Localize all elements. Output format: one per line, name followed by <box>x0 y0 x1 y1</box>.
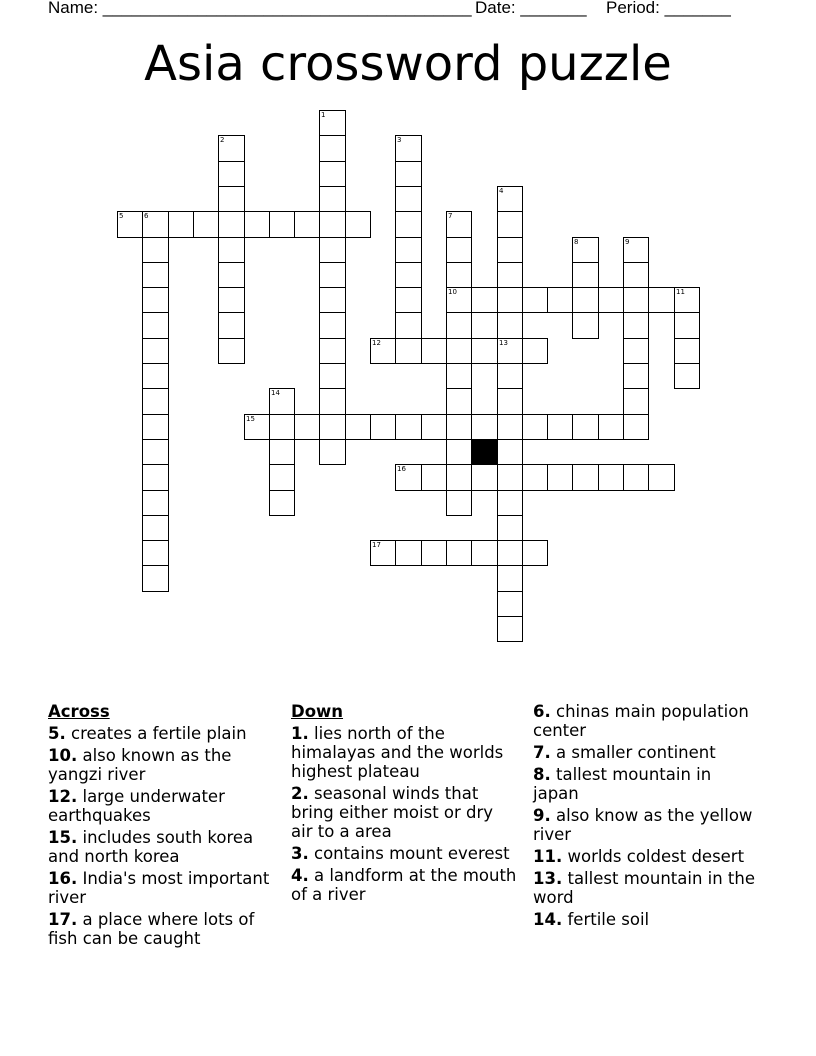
crossword-cell[interactable] <box>497 388 523 415</box>
crossword-cell[interactable] <box>648 287 675 313</box>
cell-number: 13 <box>499 339 508 347</box>
crossword-cell[interactable] <box>319 110 346 136</box>
crossword-cell[interactable] <box>319 237 346 263</box>
clue-item <box>291 724 519 781</box>
cell-number: 1 <box>321 111 326 119</box>
crossword-cell[interactable] <box>446 490 472 516</box>
crossword-cell[interactable] <box>497 237 523 263</box>
crossword-cell[interactable] <box>572 312 599 339</box>
crossword-cell[interactable] <box>168 211 194 238</box>
crossword-cell[interactable] <box>547 287 573 313</box>
clue-item <box>48 828 276 866</box>
clue-number: 12. <box>48 787 78 806</box>
clue-number: 15. <box>48 828 78 847</box>
crossword-cell[interactable] <box>598 287 624 313</box>
crossword-cell[interactable] <box>547 464 573 491</box>
crossword-cell[interactable] <box>218 287 245 313</box>
crossword-cell[interactable] <box>244 414 270 440</box>
crossword-cell[interactable] <box>522 464 548 491</box>
clue-number: 4. <box>291 866 309 885</box>
page-title: Asia crossword puzzle <box>144 36 672 92</box>
crossword-cell[interactable] <box>497 591 523 617</box>
clue-item <box>533 847 761 866</box>
date-field-label: Date: _______ <box>475 0 587 17</box>
cell-number: 2 <box>220 136 225 144</box>
crossword-cell[interactable] <box>142 540 169 566</box>
crossword-cell[interactable] <box>572 464 599 491</box>
crossword-cell[interactable] <box>269 439 295 465</box>
crossword-cell[interactable] <box>395 237 422 263</box>
crossword-cell[interactable] <box>319 211 346 238</box>
clue-number: 3. <box>291 844 309 863</box>
crossword-cell[interactable] <box>497 565 523 592</box>
crossword-cell[interactable] <box>674 287 700 313</box>
crossword-cell[interactable] <box>497 464 523 491</box>
clue-item <box>533 910 761 929</box>
crossword-cell[interactable] <box>598 464 624 491</box>
crossword-cell[interactable] <box>674 363 700 389</box>
clue-text: fertile soil <box>562 910 650 929</box>
crossword-cell[interactable] <box>497 338 523 364</box>
crossword-cell[interactable] <box>319 262 346 288</box>
crossword-cell[interactable] <box>345 414 371 440</box>
crossword-cell[interactable] <box>269 464 295 491</box>
crossword-cell[interactable] <box>218 135 245 162</box>
crossword-cell[interactable] <box>674 338 700 364</box>
clue-text: a smaller continent <box>550 743 716 762</box>
crossword-cell[interactable] <box>497 439 523 465</box>
down-heading: Down <box>291 702 344 721</box>
crossword-cell[interactable] <box>218 186 245 212</box>
crossword-cell[interactable] <box>446 338 472 364</box>
cell-number: 7 <box>448 212 453 220</box>
clue-number: 5. <box>48 724 66 743</box>
clue-number: 17. <box>48 910 78 929</box>
crossword-cell[interactable] <box>446 312 472 339</box>
clue-item <box>48 724 276 743</box>
clue-column-down-continued <box>533 702 761 932</box>
clue-text: India's most important river <box>48 869 270 907</box>
crossword-cell[interactable] <box>345 211 371 238</box>
crossword-cell[interactable] <box>395 287 422 313</box>
crossword-cell[interactable] <box>522 540 548 566</box>
crossword-cell[interactable] <box>319 363 346 389</box>
crossword-cell[interactable] <box>572 262 599 288</box>
crossword-cell[interactable] <box>497 186 523 212</box>
clue-number: 9. <box>533 806 551 825</box>
crossword-cell[interactable] <box>421 464 447 491</box>
cell-number: 15 <box>246 415 255 423</box>
crossword-cell[interactable] <box>218 211 245 238</box>
crossword-cell[interactable] <box>497 287 523 313</box>
crossword-cell[interactable] <box>623 312 649 339</box>
crossword-cell[interactable] <box>395 161 422 187</box>
clue-item <box>533 806 761 844</box>
crossword-cell[interactable] <box>497 414 523 440</box>
clue-text: seasonal winds that bring either moist or dry air to a area <box>291 784 494 841</box>
crossword-cell[interactable] <box>421 540 447 566</box>
clue-number: 14. <box>533 910 563 929</box>
clue-text: also know as the yellow river <box>533 806 753 844</box>
crossword-cell[interactable] <box>370 540 396 566</box>
clue-item <box>48 746 276 784</box>
clue-text: contains mount everest <box>308 844 510 863</box>
crossword-cell[interactable] <box>471 414 498 440</box>
crossword-cell[interactable] <box>395 540 422 566</box>
crossword-cell[interactable] <box>446 237 472 263</box>
crossword-cell[interactable] <box>446 363 472 389</box>
clue-number: 11. <box>533 847 563 866</box>
crossword-cell[interactable] <box>395 211 422 238</box>
crossword-cell[interactable] <box>674 312 700 339</box>
clue-item <box>291 866 519 904</box>
crossword-cell[interactable] <box>446 262 472 288</box>
crossword-cell[interactable] <box>471 540 498 566</box>
crossword-cell[interactable] <box>319 161 346 187</box>
crossword-cell[interactable] <box>446 287 472 313</box>
clue-item <box>533 765 761 803</box>
crossword-cell[interactable] <box>395 464 422 491</box>
crossword-cell[interactable] <box>446 540 472 566</box>
clue-text: a place where lots of fish can be caught <box>48 910 255 948</box>
clue-text: tallest mountain in japan <box>533 765 712 803</box>
cell-number: 17 <box>372 541 381 549</box>
down-clue-list-continued <box>533 702 761 929</box>
crossword-cell[interactable] <box>497 515 523 541</box>
crossword-cell[interactable] <box>269 388 295 415</box>
cell-number: 16 <box>397 465 406 473</box>
crossword-cell[interactable] <box>142 414 169 440</box>
crossword-cell[interactable] <box>142 515 169 541</box>
crossword-cell[interactable] <box>446 388 472 415</box>
crossword-cell[interactable] <box>269 490 295 516</box>
clue-text: a landform at the mouth of a river <box>291 866 517 904</box>
crossword-cell[interactable] <box>623 338 649 364</box>
crossword-cell[interactable] <box>294 211 320 238</box>
crossword-cell[interactable] <box>370 338 396 364</box>
crossword-cell[interactable] <box>370 414 396 440</box>
crossword-cell[interactable] <box>572 237 599 263</box>
crossword-cell[interactable] <box>572 414 599 440</box>
crossword-cell[interactable] <box>117 211 143 238</box>
crossword-cell[interactable] <box>319 135 346 162</box>
crossword-cell[interactable] <box>623 464 649 491</box>
clue-item <box>48 787 276 825</box>
cell-number: 5 <box>119 212 124 220</box>
crossword-cell[interactable] <box>547 414 573 440</box>
crossword-cell[interactable] <box>319 287 346 313</box>
crossword-cell[interactable] <box>142 211 169 238</box>
period-field-label: Period: _______ <box>606 0 731 17</box>
crossword-cell[interactable] <box>142 439 169 465</box>
crossword-cell[interactable] <box>522 338 548 364</box>
crossword-cell[interactable] <box>395 414 422 440</box>
crossword-cell[interactable] <box>522 414 548 440</box>
crossword-cell[interactable] <box>218 262 245 288</box>
crossword-cell[interactable] <box>497 363 523 389</box>
black-cell <box>471 439 498 465</box>
cell-number: 3 <box>397 136 402 144</box>
crossword-cell[interactable] <box>497 312 523 339</box>
crossword-cell[interactable] <box>142 312 169 339</box>
clue-item <box>291 844 519 863</box>
cell-number: 4 <box>499 187 504 195</box>
clue-item <box>533 702 761 740</box>
crossword-cell[interactable] <box>218 312 245 339</box>
crossword-cell[interactable] <box>319 338 346 364</box>
across-clue-list <box>48 724 276 948</box>
cell-number: 12 <box>372 339 381 347</box>
clue-text: tallest mountain in the word <box>533 869 756 907</box>
crossword-cell[interactable] <box>319 439 346 465</box>
crossword-cell[interactable] <box>623 414 649 440</box>
crossword-cell[interactable] <box>522 287 548 313</box>
clue-number: 1. <box>291 724 309 743</box>
clue-item <box>533 869 761 907</box>
crossword-cell[interactable] <box>142 363 169 389</box>
crossword-cell[interactable] <box>648 464 675 491</box>
clue-text: worlds coldest desert <box>562 847 745 866</box>
crossword-cell[interactable] <box>598 414 624 440</box>
crossword-cell[interactable] <box>623 287 649 313</box>
crossword-cell[interactable] <box>218 338 245 364</box>
crossword-cell[interactable] <box>623 388 649 415</box>
crossword-cell[interactable] <box>395 262 422 288</box>
crossword-cell[interactable] <box>623 237 649 263</box>
cell-number: 8 <box>574 238 579 246</box>
crossword-cell[interactable] <box>497 616 523 642</box>
crossword-cell[interactable] <box>497 540 523 566</box>
crossword-cell[interactable] <box>421 414 447 440</box>
clue-column-across <box>48 702 276 951</box>
crossword-cell[interactable] <box>446 439 472 465</box>
clue-text: chinas main population center <box>533 702 749 740</box>
crossword-cell[interactable] <box>421 338 447 364</box>
clue-text: large underwater earthquakes <box>48 787 225 825</box>
clue-text: lies north of the himalayas and the worlds highest plateau <box>291 724 504 781</box>
crossword-cell[interactable] <box>395 186 422 212</box>
crossword-cell[interactable] <box>142 287 169 313</box>
down-clue-list <box>291 724 519 904</box>
crossword-cell[interactable] <box>142 388 169 415</box>
crossword-cell[interactable] <box>623 363 649 389</box>
crossword-cell[interactable] <box>623 262 649 288</box>
crossword-cell[interactable] <box>142 338 169 364</box>
clue-text: also known as the yangzi river <box>48 746 232 784</box>
crossword-cell[interactable] <box>446 414 472 440</box>
crossword-cell[interactable] <box>572 287 599 313</box>
clue-item <box>48 869 276 907</box>
clue-number: 2. <box>291 784 309 803</box>
clue-text: creates a fertile plain <box>65 724 247 743</box>
clue-number: 10. <box>48 746 78 765</box>
crossword-cell[interactable] <box>497 262 523 288</box>
crossword-cell[interactable] <box>319 186 346 212</box>
crossword-cell[interactable] <box>294 414 320 440</box>
crossword-cell[interactable] <box>319 388 346 415</box>
crossword-cell[interactable] <box>395 312 422 339</box>
crossword-cell[interactable] <box>142 464 169 491</box>
crossword-cell[interactable] <box>193 211 219 238</box>
crossword-cell[interactable] <box>218 237 245 263</box>
clue-item <box>291 784 519 841</box>
crossword-cell[interactable] <box>269 211 295 238</box>
crossword-cell[interactable] <box>471 287 498 313</box>
clue-number: 8. <box>533 765 551 784</box>
crossword-cell[interactable] <box>446 464 472 491</box>
crossword-cell[interactable] <box>142 237 169 263</box>
crossword-cell[interactable] <box>319 312 346 339</box>
crossword-cell[interactable] <box>497 490 523 516</box>
clue-number: 16. <box>48 869 78 888</box>
crossword-cell[interactable] <box>142 490 169 516</box>
cell-number: 14 <box>271 389 280 397</box>
clue-number: 7. <box>533 743 551 762</box>
cell-number: 6 <box>144 212 149 220</box>
crossword-cell[interactable] <box>395 338 422 364</box>
crossword-cell[interactable] <box>471 338 498 364</box>
crossword-cell[interactable] <box>395 135 422 162</box>
clue-text: includes south korea and north korea <box>48 828 254 866</box>
clue-number: 13. <box>533 869 563 888</box>
cell-number: 10 <box>448 288 457 296</box>
crossword-cell[interactable] <box>319 414 346 440</box>
crossword-cell[interactable] <box>471 464 498 491</box>
crossword-cell[interactable] <box>142 262 169 288</box>
crossword-cell[interactable] <box>142 565 169 592</box>
crossword-cell[interactable] <box>497 211 523 238</box>
crossword-cell[interactable] <box>269 414 295 440</box>
clue-item <box>48 910 276 948</box>
clue-item <box>533 743 761 762</box>
cell-number: 9 <box>625 238 630 246</box>
cell-number: 11 <box>676 288 685 296</box>
clue-column-down <box>291 702 519 907</box>
name-field-label: Name: _______________________________________ <box>48 0 472 17</box>
crossword-cell[interactable] <box>244 211 270 238</box>
crossword-cell[interactable] <box>446 211 472 238</box>
across-heading: Across <box>48 702 110 721</box>
crossword-cell[interactable] <box>218 161 245 187</box>
clue-number: 6. <box>533 702 551 721</box>
